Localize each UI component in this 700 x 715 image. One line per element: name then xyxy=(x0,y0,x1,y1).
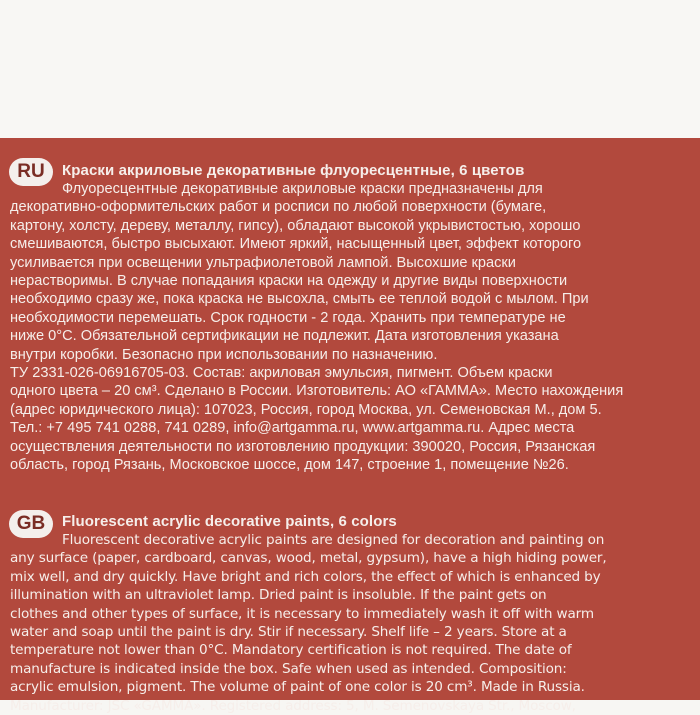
text-line: Manufacturer: JSC «GAMMA». Registered address: 5, M. Semenovskaya Str., Moscow, xyxy=(10,697,576,714)
text-line: Флуоресцентные декоративные акриловые краски предназначены для xyxy=(62,181,543,197)
text-line: одного цвета – 20 см³. Сделано в России. Изготовитель: АО «ГАММА». Место нахождения xyxy=(10,383,624,400)
text-line: внутри коробки. Безопасно при использовании по назначению. xyxy=(10,346,438,363)
text-line: усиливается при освещении ультрафиолетовой лампой. Высохшие краски xyxy=(10,254,516,271)
text-line: illumination with an ultraviolet lamp. Dried paint is insoluble. If the paint gets on xyxy=(10,587,547,604)
text-line: temperature not lower than 0°C. Mandatory certification is not required. The date of xyxy=(10,642,572,659)
text-line: acrylic emulsion, pigment. The volume of paint of one color is 20 cm³. Made in Russia. xyxy=(10,679,585,696)
english-title: Fluorescent acrylic decorative paints, 6 colors xyxy=(62,513,397,530)
product-label-panel xyxy=(0,138,700,714)
text-line: область, город Рязань, Московское шоссе, дом 147, строение 1, помещение №26. xyxy=(10,457,569,474)
russian-body xyxy=(10,180,694,475)
text-line: any surface (paper, cardboard, canvas, wood, metal, gypsum), have a high hiding power, xyxy=(10,550,607,567)
text-line: декоративно-оформительских работ и росписи по любой поверхности (бумаге, xyxy=(10,199,547,216)
text-line: нерастворимы. В случае попадания краски на одежду и другие виды поверхности xyxy=(10,273,568,290)
text-line: картону, холсту, дереву, металлу, гипсу), обладают высокой укрывистостью, хорошо xyxy=(10,217,581,234)
russian-title: Краски акриловые декоративные флуоресцентные, 6 цветов xyxy=(62,162,525,179)
text-line: необходимо сразу же, пока краска не высохла, смыть ее теплой водой с мылом. При xyxy=(10,291,589,308)
language-badge-gb: GB xyxy=(9,510,53,538)
text-line: Тел.: +7 495 741 0288, 741 0289, info@artgamma.ru, www.artgamma.ru. Адрес места xyxy=(10,420,575,437)
text-line: необходимости перемешать. Срок годности - 2 года. Хранить при температуре не xyxy=(10,309,566,326)
text-line: смешиваются, быстро высыхают. Имеют яркий, насыщенный цвет, эффект которого xyxy=(10,236,582,253)
text-line: Fluorescent decorative acrylic paints are designed for decoration and painting on xyxy=(62,532,605,548)
text-line: осуществления деятельности по изготовлению продукции: 390020, Россия, Рязанская xyxy=(10,438,596,455)
language-badge-ru: RU xyxy=(9,158,53,186)
text-line: ТУ 2331-026-06916705-03. Состав: акриловая эмульсия, пигмент. Объем краски xyxy=(10,365,553,382)
text-line: manufacture is indicated inside the box. Safe when used as intended. Composition: xyxy=(10,660,567,677)
text-line: clothes and other types of surface, it is necessary to immediately wash it off with warm xyxy=(10,605,594,622)
english-body xyxy=(10,531,694,715)
blank-page-area xyxy=(0,0,700,138)
text-line: (адрес юридического лица): 107023, Россия, город Москва, ул. Семеновская М., дом 5. xyxy=(10,401,602,418)
text-line: mix well, and dry quickly. Have bright and rich colors, the effect of which is enhanced by xyxy=(10,568,601,585)
text-line: ниже 0°С. Обязательной сертификации не подлежит. Дата изготовления указана xyxy=(10,328,559,345)
text-line: water and soap until the paint is dry. Stir if necessary. Shelf life – 2 years. Store at a xyxy=(10,624,567,641)
